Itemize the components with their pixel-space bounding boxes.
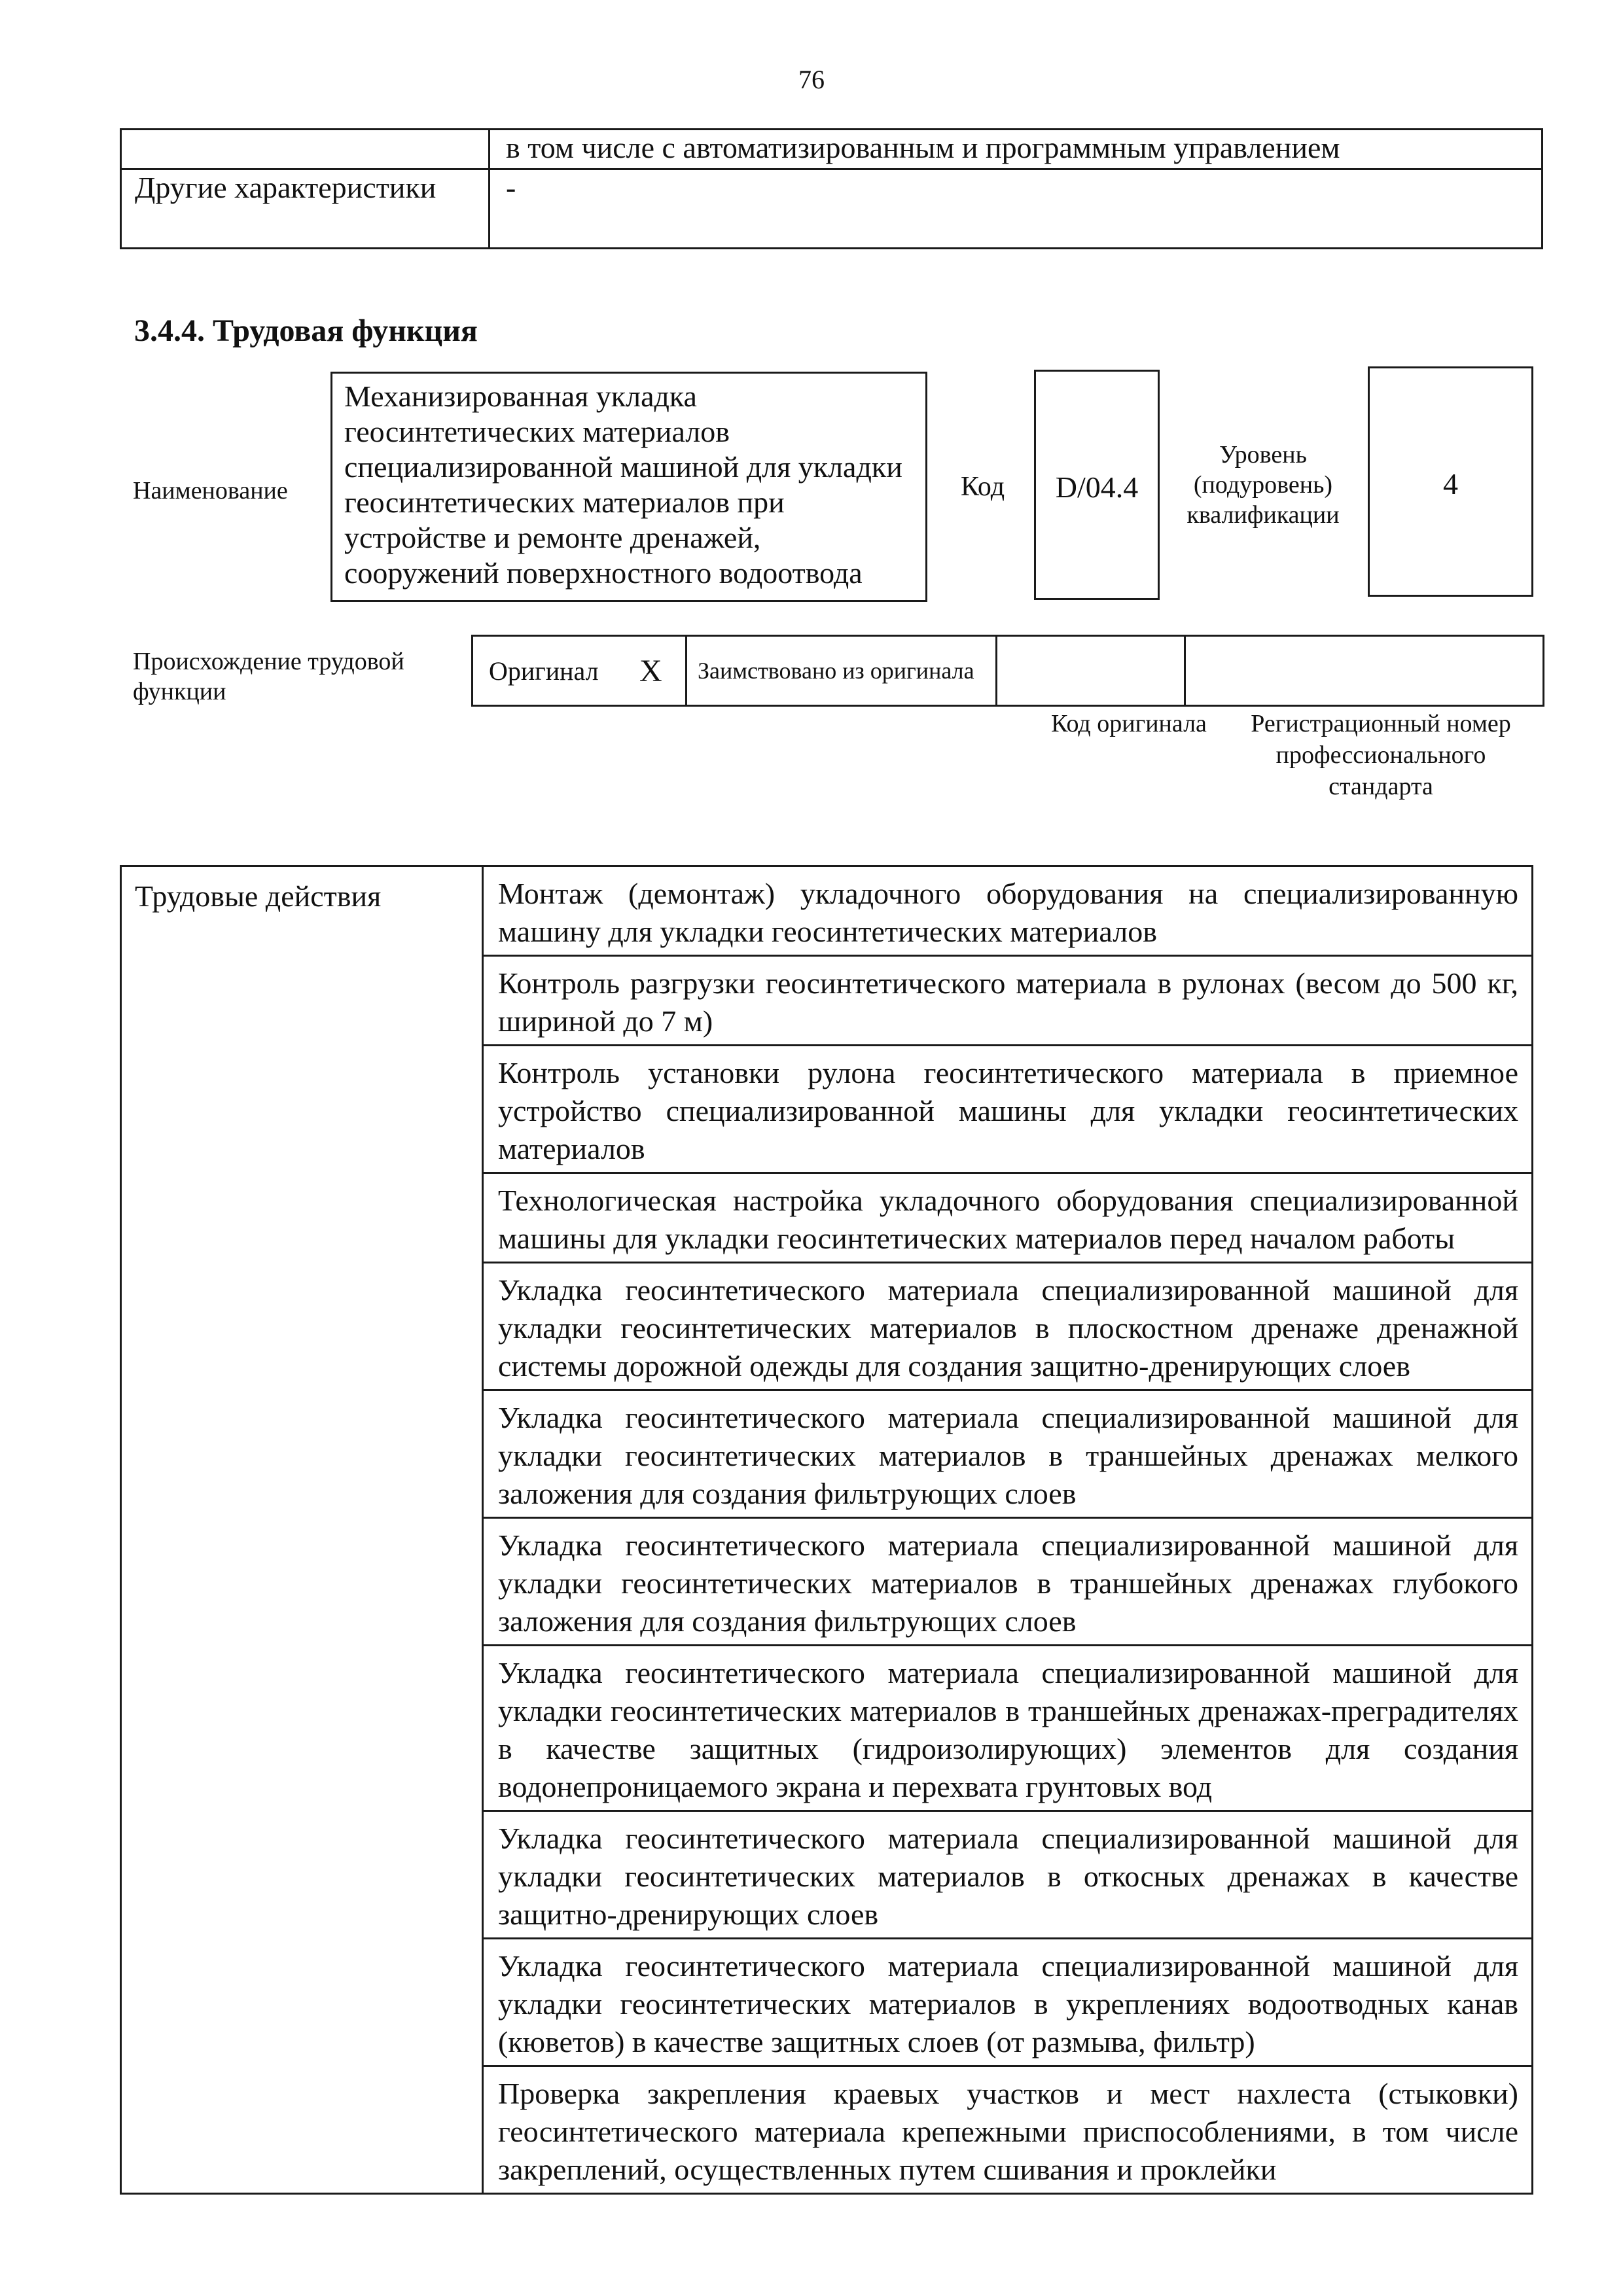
labor-action-item: Технологическая настройка укладочного оборудования специализированной машины для укладки геосинтетических материалов перед началом работы <box>483 1173 1533 1263</box>
reg-number-cell <box>1185 636 1544 706</box>
origin-table <box>471 635 1544 707</box>
characteristics-table <box>120 128 1543 249</box>
table-row <box>121 169 1543 249</box>
name-label: Наименование <box>133 477 288 504</box>
labor-action-item: Укладка геосинтетического материала специализированной машиной для укладки геосинтетических материалов в укреплениях водоотводных канав (кюветов) в качестве защитных слоев (от размыва, фильтр) <box>483 1939 1533 2066</box>
labor-action-item: Контроль установки рулона геосинтетического материала в приемное устройство специализированной машины для укладки геосинтетических материалов <box>483 1046 1533 1173</box>
equipment-cell: в том числе с автоматизированным и программным управлением <box>490 130 1543 169</box>
labor-action-item: Укладка геосинтетического материала специализированной машиной для укладки геосинтетических материалов в траншейных дренажах мелкого заложения для создания фильтрующих слоев <box>483 1390 1533 1518</box>
function-name-box: Механизированная укладка геосинтетических материалов специализированной машиной для укладки геосинтетических материалов при устройстве и ремонте дренажей, сооружений поверхностного водоотвода <box>330 372 927 602</box>
section-heading: 3.4.4. Трудовая функция <box>134 313 478 348</box>
labor-action-item: Проверка закрепления краевых участков и мест нахлеста (стыковки) геосинтетического материала крепежными приспособлениями, в том числе закреплений, осуществленных путем сшивания и проклейки <box>483 2066 1533 2194</box>
labor-actions-table <box>120 865 1533 2195</box>
labor-action-item: Укладка геосинтетического материала специализированной машиной для укладки геосинтетических материалов в откосных дренажах в качестве защитно-дренирующих слоев <box>483 1811 1533 1939</box>
table-row <box>121 866 1533 956</box>
labor-action-item: Контроль разгрузки геосинтетического материала в рулонах (весом до 500 кг, шириной до 7 м) <box>483 956 1533 1046</box>
original-mark: X <box>639 636 687 706</box>
labor-action-item: Монтаж (демонтаж) укладочного оборудования на специализированную машину для укладки геосинтетических материалов <box>483 866 1533 956</box>
qualification-level-box: 4 <box>1368 366 1533 597</box>
code-label: Код <box>961 472 1005 502</box>
table-row <box>473 636 1544 706</box>
qualification-level-label: Уровень (подуровень) квалификации <box>1186 441 1340 529</box>
page-number: 76 <box>798 65 825 94</box>
other-characteristics-label: Другие характеристики <box>121 169 490 249</box>
table-row <box>121 130 1543 169</box>
original-code-cell <box>997 636 1185 706</box>
labor-action-item: Укладка геосинтетического материала специализированной машиной для укладки геосинтетических материалов в траншейных дренажах-преградителях в качестве защитных (гидроизолирующих) элементов для создания водонепроницаемого экрана и перехвата грунтовых вод <box>483 1646 1533 1811</box>
labor-action-item: Укладка геосинтетического материала специализированной машиной для укладки геосинтетических материалов в плоскостном дренаже дренажной системы дорожной одежды для создания защитно-дренирующих слоев <box>483 1263 1533 1390</box>
labor-action-item: Укладка геосинтетического материала специализированной машиной для укладки геосинтетических материалов в траншейных дренажах глубокого заложения для создания фильтрующих слоев <box>483 1518 1533 1646</box>
labor-actions-label: Трудовые действия <box>121 866 483 2194</box>
original-code-caption: Код оригинала <box>1051 710 1207 737</box>
original-label: Оригинал <box>473 636 640 706</box>
other-characteristics-value: - <box>490 169 1543 249</box>
empty-cell <box>121 130 490 169</box>
origin-label: Происхождение трудовой функции <box>133 648 404 705</box>
function-code-box: D/04.4 <box>1034 370 1160 600</box>
reg-number-caption: Регистрационный номер профессионального стандарта <box>1251 710 1511 800</box>
borrowed-label: Заимствовано из оригинала <box>687 636 997 706</box>
